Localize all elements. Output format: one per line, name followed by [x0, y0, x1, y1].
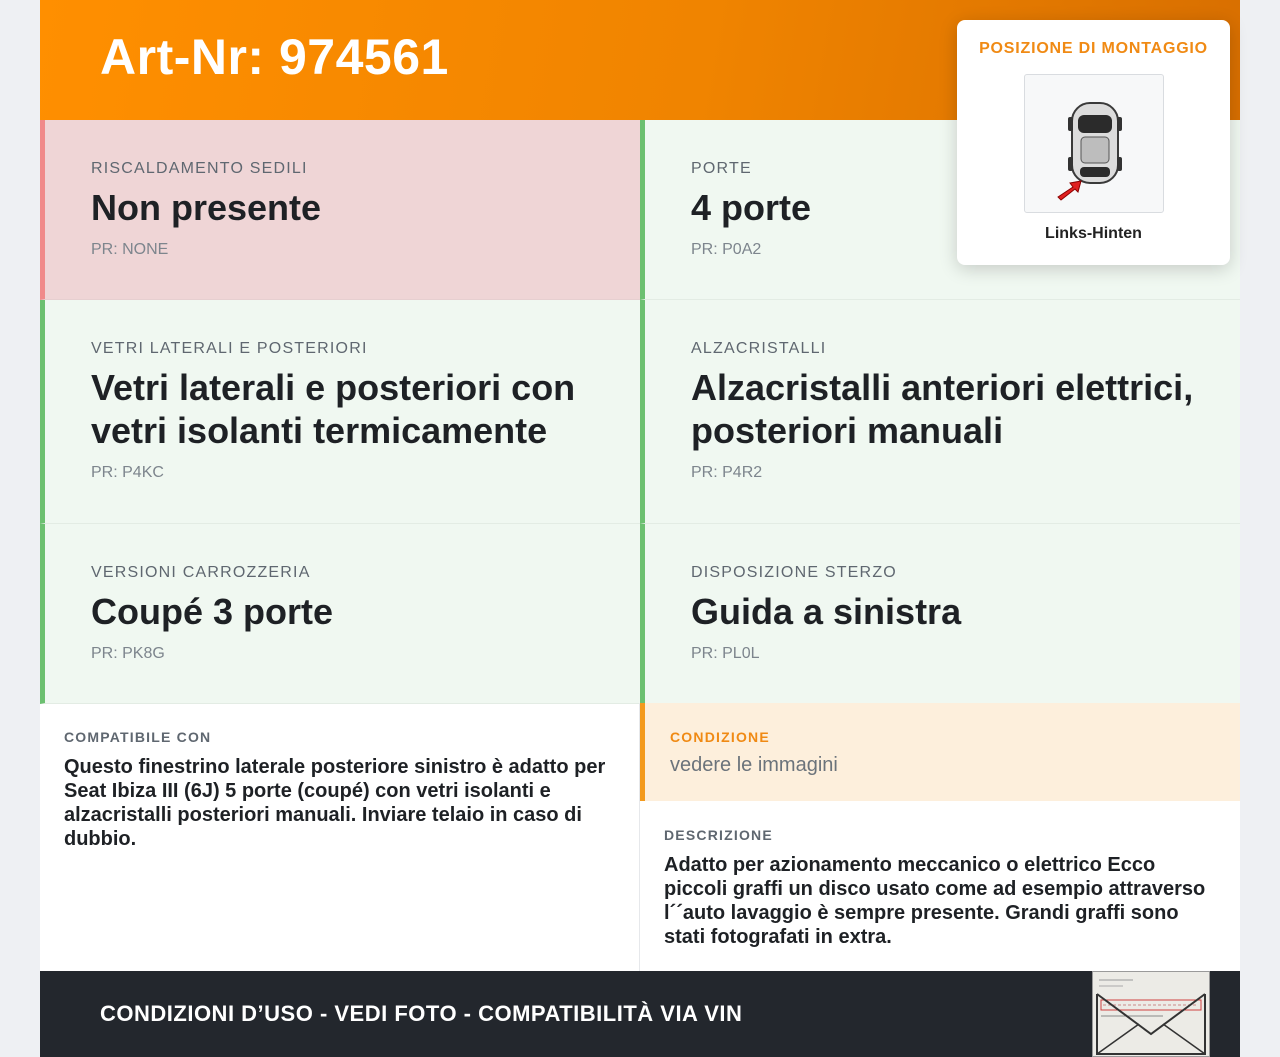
feature-value: Guida a sinistra: [691, 591, 962, 632]
mounting-position-label: Links-Hinten: [1045, 225, 1142, 242]
compatibility-section: [40, 703, 640, 971]
footer-bar: [40, 971, 1240, 1057]
feature-label: ALZACRISTALLI: [691, 340, 827, 357]
feature-code: PR: P4R2: [691, 464, 763, 481]
document-thumbnail: [1092, 971, 1210, 1057]
feature-value: Non presente: [91, 187, 322, 228]
feature-label: VERSIONI CARROZZERIA: [91, 564, 311, 581]
feature-body-version: [40, 524, 640, 704]
car-top-view-icon: [1025, 75, 1165, 214]
feature-value: Vetri laterali e posteriori con vetri isolanti termicamente: [91, 367, 576, 451]
condition-label: CONDIZIONE: [670, 729, 770, 745]
feature-seat-heating: [40, 120, 640, 300]
feature-code: PR: P0A2: [691, 241, 762, 258]
feature-code: PR: NONE: [91, 241, 169, 258]
mounting-position-card: [957, 20, 1230, 265]
description-text: Adatto per azionamento meccanico o elettrico Ecco piccoli graffi un disco usato come ad esempio attraverso l´´auto lavaggio è sempre presente. Grandi graffi sono stati fotografati in extra.: [664, 854, 1206, 948]
feature-value: Alzacristalli anteriori elettrici, posteriori manuali: [691, 367, 1194, 451]
footer-text: CONDIZIONI D’USO - VEDI FOTO - COMPATIBILITÀ VIA VIN: [100, 1001, 743, 1026]
compatibility-text: Questo finestrino laterale posteriore sinistro è adatto per Seat Ibiza III (6J) 5 porte (coupé) con vetri isolanti e alzacristalli posteriori manuali. Inviare telaio in caso di dubbio.: [64, 756, 606, 850]
condition-value: vedere le immagini: [670, 754, 838, 776]
condition-section: [640, 703, 1240, 801]
feature-label: VETRI LATERALI E POSTERIORI: [91, 340, 368, 357]
feature-code: PR: P4KC: [91, 464, 164, 481]
feature-code: PR: PK8G: [91, 645, 165, 662]
mounting-position-image: [1024, 74, 1164, 213]
description-section: [640, 801, 1240, 971]
article-number-title: Art-Nr: 974561: [100, 29, 449, 85]
product-sheet: [40, 0, 1240, 1057]
feature-window-regulators: [640, 300, 1240, 524]
mounting-position-title: POSIZIONE DI MONTAGGIO: [979, 40, 1208, 57]
feature-code: PR: PL0L: [691, 645, 760, 662]
description-label: DESCRIZIONE: [664, 827, 773, 843]
feature-value: 4 porte: [691, 187, 812, 228]
feature-label: RISCALDAMENTO SEDILI: [91, 160, 308, 177]
feature-steering: [640, 524, 1240, 704]
feature-side-rear-glass: [40, 300, 640, 524]
feature-label: DISPOSIZIONE STERZO: [691, 564, 897, 581]
compatibility-label: COMPATIBILE CON: [64, 729, 212, 745]
document-envelope-icon: [1093, 972, 1209, 1056]
feature-label: PORTE: [691, 160, 752, 177]
feature-value: Coupé 3 porte: [91, 591, 334, 632]
